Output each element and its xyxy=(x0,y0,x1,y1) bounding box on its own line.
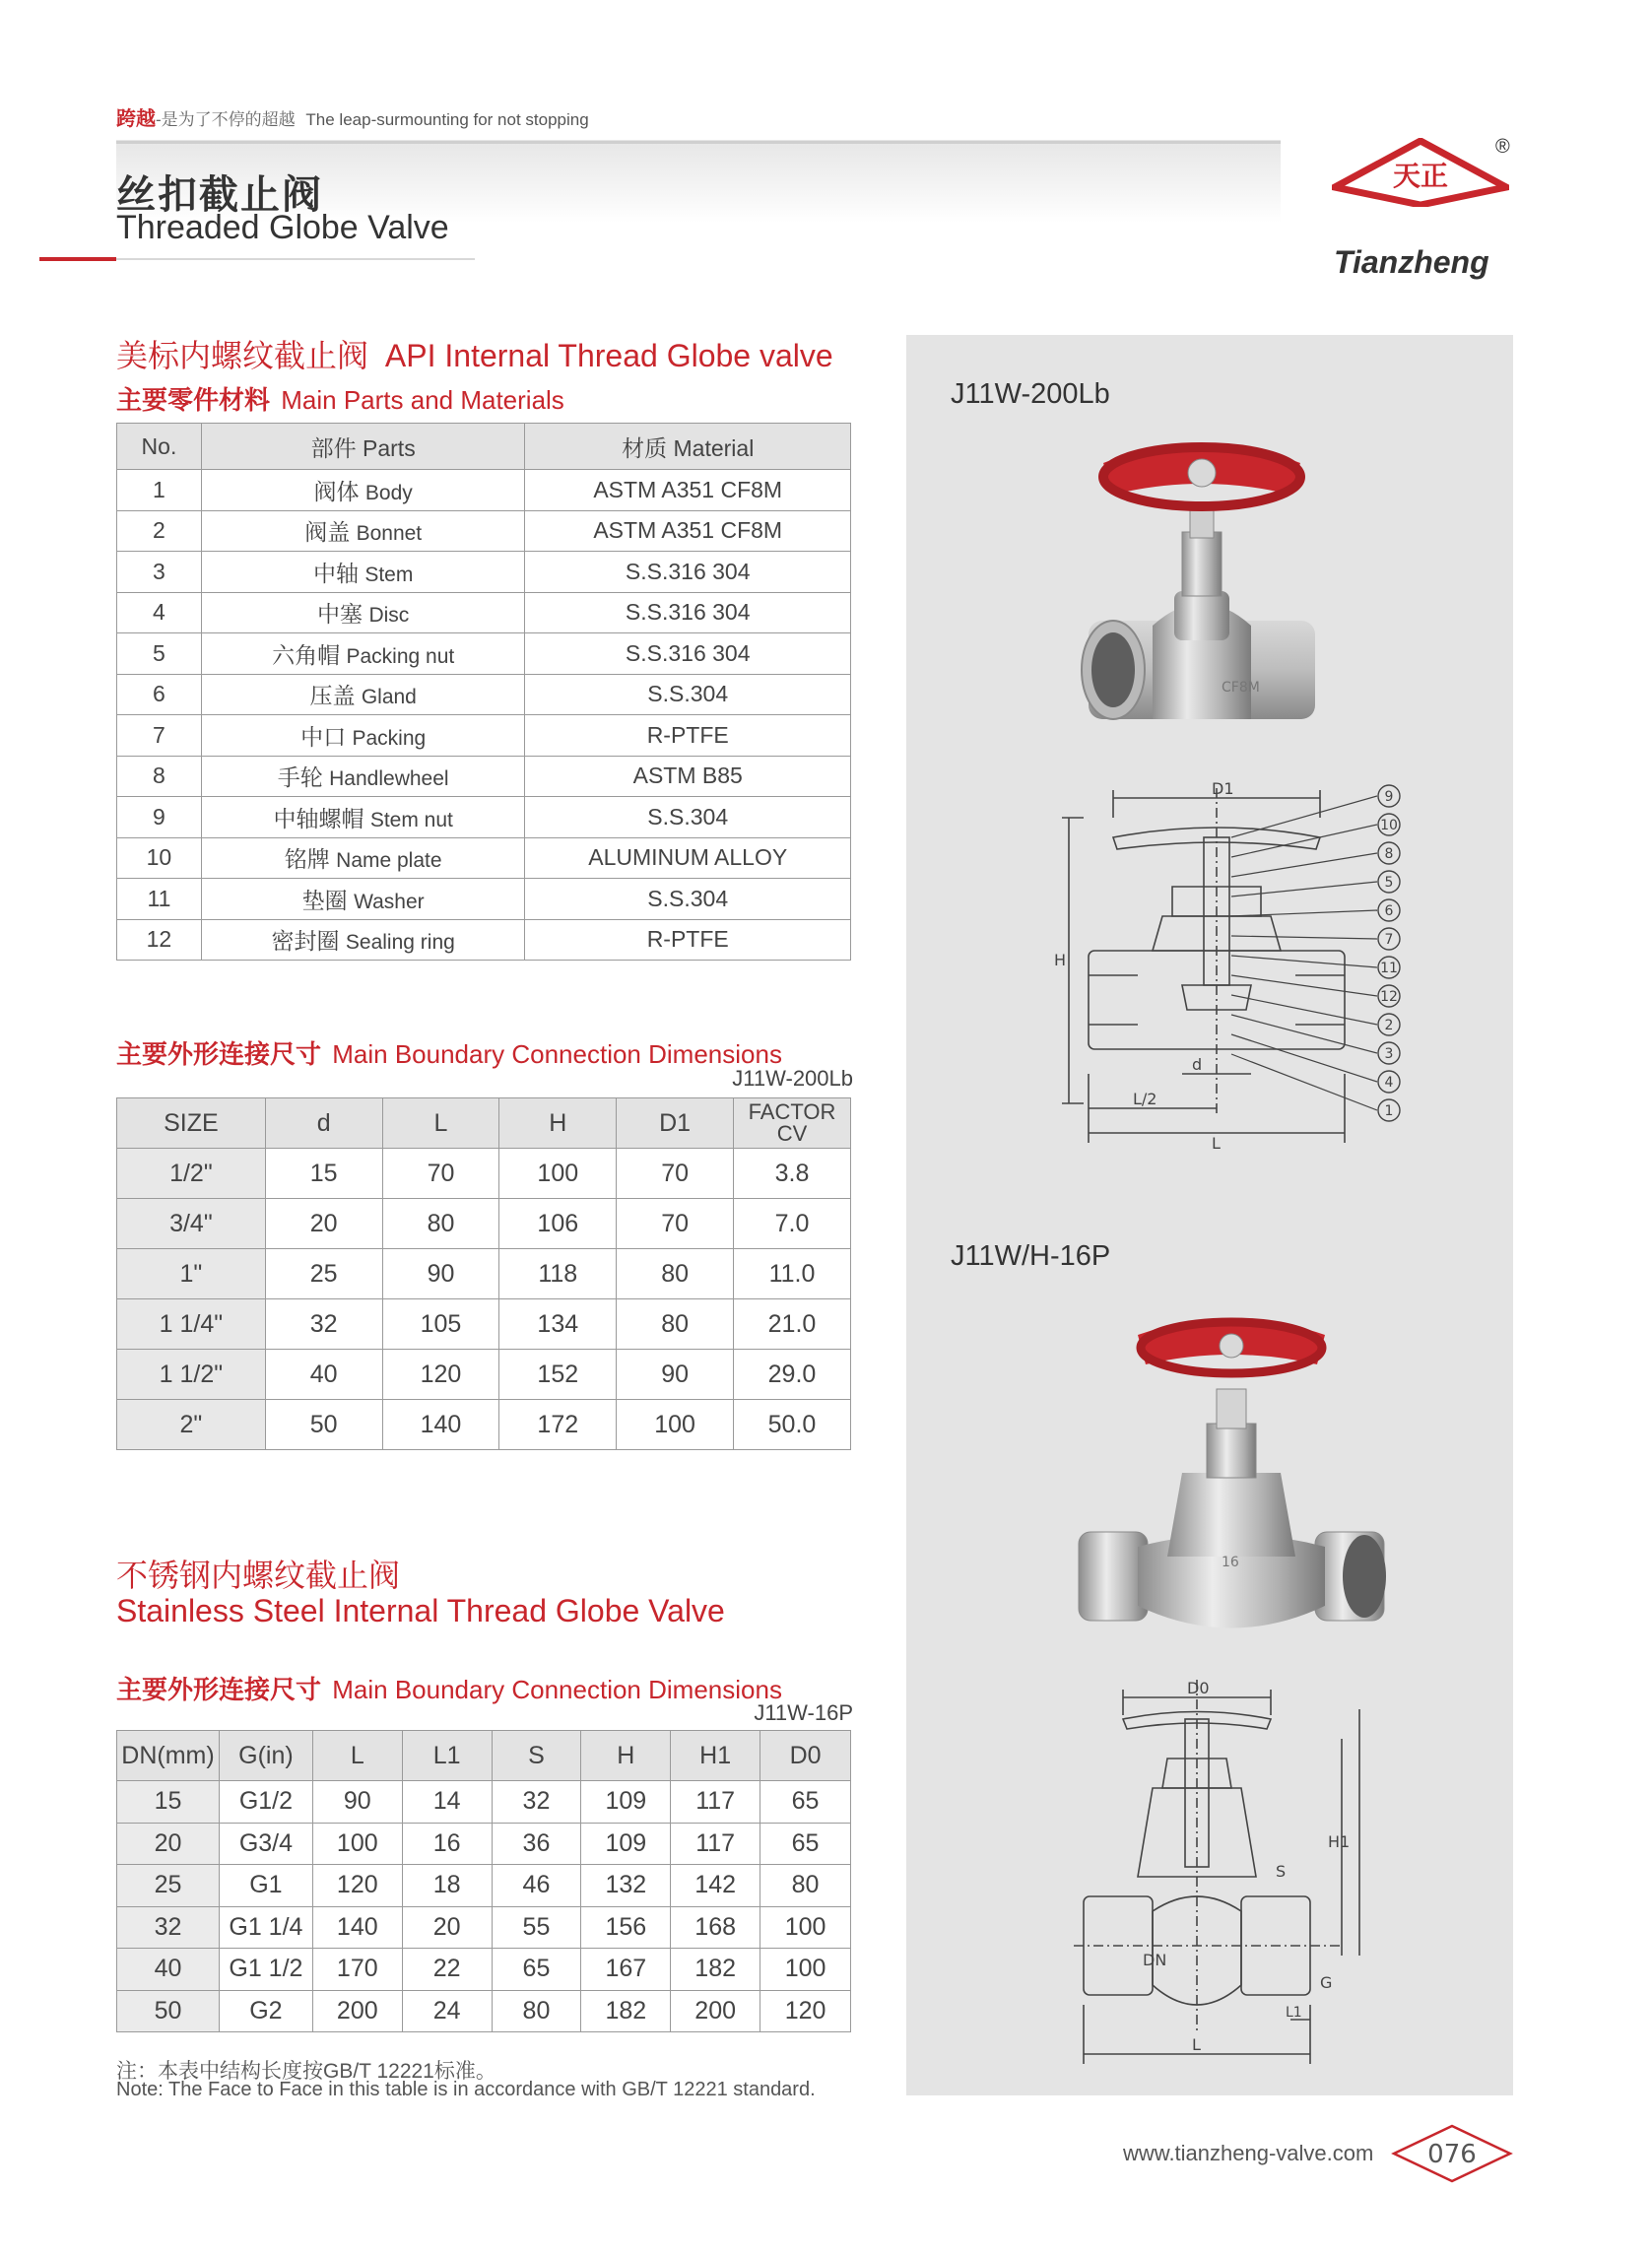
col-header-h: H xyxy=(581,1731,671,1781)
table-cell: 100 xyxy=(617,1400,734,1450)
dim-d0: D0 xyxy=(1187,1680,1210,1697)
table-cell: 70 xyxy=(617,1199,734,1249)
callout-number: 9 xyxy=(1384,789,1394,805)
section2-heading-cn: 主要外形连接尺寸 xyxy=(116,1039,322,1069)
col-header-dn: DN(mm) xyxy=(117,1731,220,1781)
part-name-en: Packing xyxy=(352,726,427,750)
page-title-en: Threaded Globe Valve xyxy=(116,209,449,246)
part-name-cn: 中口 xyxy=(300,723,347,750)
col-header-d0: D0 xyxy=(760,1731,851,1781)
table-cell: 80 xyxy=(617,1299,734,1350)
table-cell: G3/4 xyxy=(219,1823,312,1865)
table-row xyxy=(117,837,851,879)
table-row xyxy=(117,633,851,675)
table-cell: 106 xyxy=(499,1199,617,1249)
part-name-cn: 压盖 xyxy=(309,683,356,709)
table-cell: 1 1/4" xyxy=(117,1299,266,1350)
section1-heading xyxy=(116,331,833,376)
col-header-material: 材质 Material xyxy=(525,424,851,470)
slogan-cn-bold: 跨越 xyxy=(116,108,156,130)
dim-l: L xyxy=(1192,2035,1201,2054)
dim-h: H xyxy=(1054,951,1067,969)
callout-number: 1 xyxy=(1384,1103,1394,1119)
table-cell: 32 xyxy=(265,1299,382,1350)
table-cell: 46 xyxy=(492,1865,581,1907)
part-name-cn: 手轮 xyxy=(277,764,323,791)
cell-no: 6 xyxy=(117,674,202,715)
table-cell: 50 xyxy=(265,1400,382,1450)
cell-part xyxy=(201,715,525,757)
dim-dn: DN xyxy=(1143,1951,1167,1969)
table-row xyxy=(117,1199,851,1249)
col-header-d1: D1 xyxy=(617,1098,734,1149)
table-row xyxy=(117,470,851,511)
body-mark: CF8M xyxy=(1222,680,1260,696)
callout-number: 5 xyxy=(1384,875,1394,891)
table-row xyxy=(117,715,851,757)
part-name-en: Stem nut xyxy=(369,808,453,831)
col-header-size: SIZE xyxy=(117,1098,266,1149)
table-cell: 90 xyxy=(617,1350,734,1400)
table-row xyxy=(117,592,851,633)
section2-model: J11W-200Lb xyxy=(732,1066,853,1091)
table-row xyxy=(117,919,851,961)
part-name-en: Washer xyxy=(354,890,425,913)
dim-s: S xyxy=(1276,1862,1287,1881)
table-cell: 140 xyxy=(312,1906,402,1949)
cell-part xyxy=(201,919,525,961)
cell-no: 9 xyxy=(117,797,202,838)
col-header-s: S xyxy=(492,1731,581,1781)
callout-number: 11 xyxy=(1380,961,1398,976)
callout-leader xyxy=(1231,975,1377,996)
table-cell: 90 xyxy=(312,1781,402,1824)
note-en: Note: The Face to Face in this table is in accordance with GB/T 12221 standard. xyxy=(116,2079,816,2100)
table-cell: 50 xyxy=(117,1990,220,2032)
dim-h1: H1 xyxy=(1328,1832,1351,1851)
cell-no: 4 xyxy=(117,592,202,633)
cell-part xyxy=(201,879,525,920)
part-name-en: Disc xyxy=(368,604,410,628)
table-cell: 100 xyxy=(760,1906,851,1949)
table-cell: 168 xyxy=(671,1906,760,1949)
table-row xyxy=(117,797,851,838)
table-row xyxy=(117,510,851,552)
callout-number: 12 xyxy=(1380,989,1398,1005)
dim-d: d xyxy=(1192,1055,1203,1074)
table-cell: 14 xyxy=(402,1781,492,1824)
table-cell: 70 xyxy=(617,1149,734,1199)
table-row xyxy=(117,1781,851,1824)
table-cell: 1/2" xyxy=(117,1149,266,1199)
section3-heading-en: Stainless Steel Internal Thread Globe Valve xyxy=(116,1593,725,1628)
table-row xyxy=(117,1400,851,1450)
part-name-en: Bonnet xyxy=(356,522,423,546)
table-cell: 118 xyxy=(499,1249,617,1299)
callout-leader xyxy=(1231,853,1377,877)
table-cell: 182 xyxy=(671,1949,760,1991)
col-header-d: d xyxy=(265,1098,382,1149)
cell-material: R-PTFE xyxy=(525,715,851,757)
table-cell: 3.8 xyxy=(734,1149,851,1199)
callout-number: 3 xyxy=(1384,1046,1394,1062)
callout-number: 10 xyxy=(1380,818,1398,833)
section1-heading-cn: 美标内螺纹截止阀 xyxy=(116,338,369,373)
callout-number: 6 xyxy=(1384,903,1394,919)
table-cell: G1 1/4 xyxy=(219,1906,312,1949)
table-cell: 80 xyxy=(617,1249,734,1299)
logo-text: 天正 xyxy=(1392,160,1449,192)
callout-leader xyxy=(1231,796,1377,837)
table-cell: 21.0 xyxy=(734,1299,851,1350)
table-cell: 70 xyxy=(382,1149,499,1199)
table-cell: 100 xyxy=(760,1949,851,1991)
cell-material: S.S.304 xyxy=(525,674,851,715)
table-cell: 65 xyxy=(760,1823,851,1865)
part-name-cn: 中轴 xyxy=(312,560,359,586)
callout-leader xyxy=(1231,910,1377,916)
table-cell: 29.0 xyxy=(734,1350,851,1400)
callout-leader xyxy=(1231,1034,1377,1082)
section3-model: J11W-16P xyxy=(754,1700,853,1725)
callout-number: 7 xyxy=(1384,932,1394,948)
dimensions-table-200lb xyxy=(116,1097,851,1450)
table-cell: 80 xyxy=(760,1865,851,1907)
table-cell: 120 xyxy=(382,1350,499,1400)
part-name-cn: 中塞 xyxy=(317,601,363,628)
table-header-row xyxy=(117,424,851,470)
model-label-bottom: J11W/H-16P xyxy=(951,1240,1111,1272)
cell-material: S.S.316 304 xyxy=(525,633,851,675)
col-header-h: H xyxy=(499,1098,617,1149)
cell-no: 3 xyxy=(117,552,202,593)
valve-photo-bottom xyxy=(1069,1310,1394,1685)
table-row xyxy=(117,1990,851,2032)
table-cell: 200 xyxy=(312,1990,402,2032)
table-cell: 120 xyxy=(760,1990,851,2032)
table-row xyxy=(117,1949,851,1991)
table-row xyxy=(117,1823,851,1865)
section2-heading-en: Main Boundary Connection Dimensions xyxy=(332,1039,782,1069)
table-cell: 100 xyxy=(312,1823,402,1865)
part-name-en: Stem xyxy=(364,563,414,586)
model-label-top: J11W-200Lb xyxy=(951,378,1110,410)
table-cell: 2" xyxy=(117,1400,266,1450)
cell-no: 2 xyxy=(117,510,202,552)
parts-materials-table xyxy=(116,423,851,961)
table-cell: 117 xyxy=(671,1823,760,1865)
table-cell: G1 1/2 xyxy=(219,1949,312,1991)
table-cell: 50.0 xyxy=(734,1400,851,1450)
table-cell: 20 xyxy=(265,1199,382,1249)
table-cell: 32 xyxy=(492,1781,581,1824)
table-cell: 172 xyxy=(499,1400,617,1450)
table-cell: 1" xyxy=(117,1249,266,1299)
dim-l2: L/2 xyxy=(1133,1090,1157,1108)
table-cell: G1/2 xyxy=(219,1781,312,1824)
valve-photo-top xyxy=(1074,433,1330,768)
table-cell: 20 xyxy=(402,1906,492,1949)
registered-mark: ® xyxy=(1495,136,1510,158)
table-cell: 32 xyxy=(117,1906,220,1949)
table-cell: 100 xyxy=(499,1149,617,1199)
cell-part xyxy=(201,592,525,633)
table-cell: 20 xyxy=(117,1823,220,1865)
dim-g: G xyxy=(1320,1973,1333,1992)
part-name-cn: 中轴螺帽 xyxy=(273,805,364,831)
col-header-parts: 部件 Parts xyxy=(201,424,525,470)
section3-sub-en: Main Boundary Connection Dimensions xyxy=(332,1675,782,1704)
table-cell: 109 xyxy=(581,1781,671,1824)
part-name-cn: 阀体 xyxy=(313,478,360,504)
part-name-cn: 密封圈 xyxy=(271,928,340,955)
note-cn: 注：本表中结构长度按GB/T 12221标准。 xyxy=(116,2060,496,2083)
section3-heading-cn: 不锈钢内螺纹截止阀 xyxy=(116,1558,401,1593)
table-row xyxy=(117,1865,851,1907)
part-name-en: Body xyxy=(364,481,413,504)
cell-part xyxy=(201,510,525,552)
part-name-cn: 六角帽 xyxy=(272,641,341,668)
table-row xyxy=(117,1249,851,1299)
cell-part xyxy=(201,837,525,879)
section1-heading-en: API Internal Thread Globe valve xyxy=(384,338,833,373)
part-name-en: Sealing ring xyxy=(345,931,455,955)
table-cell: 152 xyxy=(499,1350,617,1400)
section2-heading xyxy=(116,1034,782,1071)
callout-group xyxy=(1231,785,1400,1121)
table-cell: G2 xyxy=(219,1990,312,2032)
table-cell: 15 xyxy=(265,1149,382,1199)
drawing-16p xyxy=(1074,1680,1369,2074)
cell-part xyxy=(201,633,525,675)
brand-logo xyxy=(1332,138,1509,207)
section1-sub-en: Main Parts and Materials xyxy=(281,385,564,415)
table-cell: 105 xyxy=(382,1299,499,1350)
col-header-factor-cv: FACTOR CV xyxy=(734,1098,851,1149)
drawing-200lb xyxy=(1044,778,1419,1153)
dimensions-table-16p xyxy=(116,1730,851,2032)
handwheel-icon xyxy=(1138,1319,1325,1374)
brand-name: Tianzheng xyxy=(1334,244,1489,280)
section1-sub-cn: 主要零件材料 xyxy=(116,385,271,415)
slogan-cn: -是为了不停的超越 xyxy=(156,110,296,129)
col-header-l1: L1 xyxy=(402,1731,492,1781)
cell-no: 10 xyxy=(117,837,202,879)
table-cell: 40 xyxy=(265,1350,382,1400)
part-name-en: Handlewheel xyxy=(329,767,449,791)
col-header-g: G(in) xyxy=(219,1731,312,1781)
table-header-row xyxy=(117,1098,851,1149)
cell-no: 7 xyxy=(117,715,202,757)
cell-no: 1 xyxy=(117,470,202,511)
page-number: 076 xyxy=(1427,2140,1477,2169)
callout-number: 8 xyxy=(1384,846,1394,862)
cell-part xyxy=(201,756,525,797)
cell-no: 12 xyxy=(117,919,202,961)
cell-no: 8 xyxy=(117,756,202,797)
cell-material: ASTM B85 xyxy=(525,756,851,797)
table-cell: 156 xyxy=(581,1906,671,1949)
handwheel-icon xyxy=(1103,443,1300,506)
table-cell: 55 xyxy=(492,1906,581,1949)
header-divider xyxy=(116,141,1281,144)
table-cell: 200 xyxy=(671,1990,760,2032)
part-name-cn: 铭牌 xyxy=(284,846,330,873)
table-cell: 15 xyxy=(117,1781,220,1824)
table-cell: 1 1/2" xyxy=(117,1350,266,1400)
dim-d1: D1 xyxy=(1212,779,1234,798)
cell-material: S.S.316 304 xyxy=(525,552,851,593)
table-cell: 65 xyxy=(492,1949,581,1991)
dim-l: L xyxy=(1212,1134,1221,1153)
callout-leader xyxy=(1231,1054,1377,1110)
table-cell: 117 xyxy=(671,1781,760,1824)
table-cell: 80 xyxy=(382,1199,499,1249)
table-cell: 65 xyxy=(760,1781,851,1824)
cell-material: ASTM A351 CF8M xyxy=(525,470,851,511)
table-cell: 167 xyxy=(581,1949,671,1991)
slogan-en: The leap-surmounting for not stopping xyxy=(305,110,589,129)
table-cell: 22 xyxy=(402,1949,492,1991)
col-header-l: L xyxy=(312,1731,402,1781)
page-number-badge xyxy=(1391,2123,1513,2184)
cell-material: ALUMINUM ALLOY xyxy=(525,837,851,879)
part-name-cn: 垫圈 xyxy=(301,887,348,913)
title-underline-accent xyxy=(39,257,116,261)
table-cell: 25 xyxy=(117,1865,220,1907)
table-cell: 40 xyxy=(117,1949,220,1991)
section3-subheading xyxy=(116,1670,782,1706)
table-cell: 16 xyxy=(402,1823,492,1865)
table-cell: 170 xyxy=(312,1949,402,1991)
callout-number: 4 xyxy=(1384,1075,1394,1091)
cell-part xyxy=(201,552,525,593)
page-title-cn: 丝扣截止阀 xyxy=(116,173,323,217)
table-cell: 134 xyxy=(499,1299,617,1350)
table-row xyxy=(117,674,851,715)
table-cell: 90 xyxy=(382,1249,499,1299)
cell-material: ASTM A351 CF8M xyxy=(525,510,851,552)
table-cell: 36 xyxy=(492,1823,581,1865)
part-name-en: Packing nut xyxy=(346,644,455,668)
cell-part xyxy=(201,470,525,511)
table-cell: 142 xyxy=(671,1865,760,1907)
table-row xyxy=(117,552,851,593)
table-cell: 132 xyxy=(581,1865,671,1907)
table-row xyxy=(117,1906,851,1949)
table-cell: 3/4" xyxy=(117,1199,266,1249)
dim-l1: L1 xyxy=(1286,2005,1302,2021)
table-row xyxy=(117,1299,851,1350)
footer-url[interactable]: www.tianzheng-valve.com xyxy=(1123,2141,1374,2165)
cell-part xyxy=(201,797,525,838)
callout-leader xyxy=(1231,956,1377,967)
table-cell: G1 xyxy=(219,1865,312,1907)
col-header-h1: H1 xyxy=(671,1731,760,1781)
callout-leader xyxy=(1231,936,1377,939)
table-row xyxy=(117,756,851,797)
table-row xyxy=(117,1149,851,1199)
cell-no: 5 xyxy=(117,633,202,675)
cell-part xyxy=(201,674,525,715)
col-header-no: No. xyxy=(117,424,202,470)
table-cell: 18 xyxy=(402,1865,492,1907)
table-cell: 11.0 xyxy=(734,1249,851,1299)
section1-subheading xyxy=(116,380,564,417)
table-header-row xyxy=(117,1731,851,1781)
cell-no: 11 xyxy=(117,879,202,920)
part-name-en: Gland xyxy=(361,686,417,709)
body-mark: 16 xyxy=(1222,1555,1239,1570)
cell-material: R-PTFE xyxy=(525,919,851,961)
table-row xyxy=(117,1350,851,1400)
col-header-l: L xyxy=(382,1098,499,1149)
cell-material: S.S.304 xyxy=(525,879,851,920)
table-cell: 120 xyxy=(312,1865,402,1907)
cell-material: S.S.304 xyxy=(525,797,851,838)
slogan xyxy=(116,102,589,131)
section3-sub-cn: 主要外形连接尺寸 xyxy=(116,1675,322,1704)
callout-number: 2 xyxy=(1384,1018,1394,1033)
table-cell: 109 xyxy=(581,1823,671,1865)
table-row xyxy=(117,879,851,920)
table-cell: 24 xyxy=(402,1990,492,2032)
callout-leader xyxy=(1231,882,1377,896)
part-name-cn: 阀盖 xyxy=(304,519,351,546)
cell-material: S.S.316 304 xyxy=(525,592,851,633)
table-cell: 25 xyxy=(265,1249,382,1299)
table-cell: 7.0 xyxy=(734,1199,851,1249)
table-cell: 80 xyxy=(492,1990,581,2032)
part-name-en: Name plate xyxy=(336,849,442,873)
table-cell: 140 xyxy=(382,1400,499,1450)
table-cell: 182 xyxy=(581,1990,671,2032)
